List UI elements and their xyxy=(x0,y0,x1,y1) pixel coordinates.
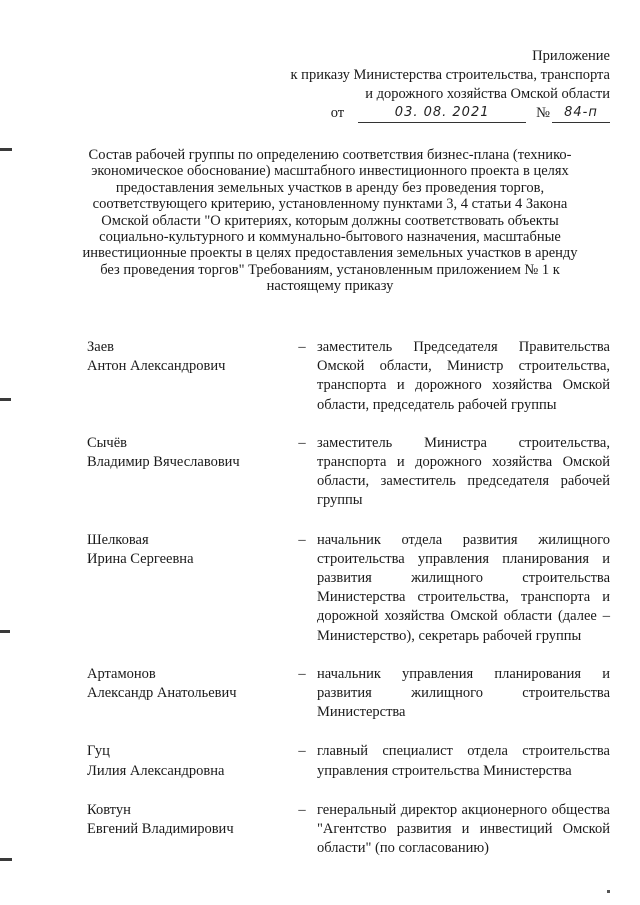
member-role: начальник отдела развития жилищного строительства управления планирования и развития жилищного строительства Министерства строительства, транспорта и дорожной хозяйства Омской области (далее – Министерство), секретарь рабочей группы xyxy=(317,531,610,644)
member-given-name: Антон Александрович xyxy=(87,358,226,375)
member-name xyxy=(87,434,287,472)
member-role: заместитель Председателя Правительства Омской области, Министр строительства, транспорта и дорожного хозяйства Омской области, председатель рабочей группы xyxy=(317,339,610,413)
member-surname: Заев xyxy=(87,339,114,355)
member-given-name: Евгений Владимирович xyxy=(87,821,234,838)
scan-margin-marks xyxy=(0,0,14,905)
member-dash: – xyxy=(298,665,306,682)
member-role: генеральный директор акционерного общества "Агентство развития и инвестиций Омской области" (по согласованию) xyxy=(317,801,610,857)
member-surname: Ковтун xyxy=(87,801,131,818)
order-number: 84-п xyxy=(552,105,610,123)
member-given-name: Лилия Александровна xyxy=(87,762,225,779)
member-surname: Шелковая xyxy=(87,531,149,548)
member-name xyxy=(87,801,287,839)
member-role: начальник управления планирования и развития жилищного строительства Министерства xyxy=(317,665,610,721)
member-dash: – xyxy=(298,743,306,760)
member-dash: – xyxy=(298,531,306,548)
member-name xyxy=(87,665,287,703)
member-given-name: Владимир Вячеславович xyxy=(87,454,240,471)
scan-mark xyxy=(0,148,12,151)
member-row xyxy=(87,434,610,511)
scan-speck xyxy=(607,890,610,893)
member-name xyxy=(87,338,287,376)
document-title: Состав рабочей группы по определению соответствия бизнес-плана (технико-экономическое обоснование) масштабного инвестиционного проекта в целях предоставления земельных участков в аренду без проведения торгов, соответствующего критерию, установленному пунктами 3, 4 статьи 4 Закона Омской области "О критериях, которым должны соответствовать объекты социально-культурного и коммунально-бытового назначения, масштабные инвестиционные проекты в целях предоставления земельных участков в аренду без проведения торгов" Требованиям, установленным приложением № 1 к настоящему приказу xyxy=(82,147,578,295)
member-name xyxy=(87,531,287,569)
member-surname: Артамонов xyxy=(87,665,156,682)
member-row xyxy=(87,531,610,646)
appendix-date-line xyxy=(291,104,610,123)
number-sign: № xyxy=(536,105,550,121)
appendix-label: Приложение xyxy=(532,48,610,64)
appendix-ministry: и дорожного хозяйства Омской области xyxy=(365,86,610,102)
appendix-header xyxy=(291,47,610,123)
member-dash: – xyxy=(298,339,306,355)
member-dash: – xyxy=(298,434,306,451)
date-prefix: от xyxy=(330,105,345,121)
member-surname: Сычёв xyxy=(87,434,127,451)
scan-mark xyxy=(0,858,12,861)
appendix-order-ref: к приказу Министерства строительства, транспорта xyxy=(290,67,610,83)
member-name xyxy=(87,742,287,780)
scan-mark xyxy=(0,398,11,401)
member-surname: Гуц xyxy=(87,743,110,760)
member-row xyxy=(87,801,610,859)
members-list xyxy=(87,338,610,858)
member-row xyxy=(87,338,610,415)
member-dash: – xyxy=(298,801,306,818)
member-row xyxy=(87,665,610,723)
member-role: заместитель Министра строительства, транспорта и дорожного хозяйства Омской области, заместитель председателя рабочей группы xyxy=(317,434,610,509)
scan-mark xyxy=(0,630,10,633)
member-row xyxy=(87,742,610,780)
member-role: главный специалист отдела строительства управления строительства Министерства xyxy=(317,743,610,779)
member-given-name: Ирина Сергеевна xyxy=(87,550,194,567)
order-date: 03. 08. 2021 xyxy=(358,105,526,123)
member-given-name: Александр Анатольевич xyxy=(87,685,237,702)
